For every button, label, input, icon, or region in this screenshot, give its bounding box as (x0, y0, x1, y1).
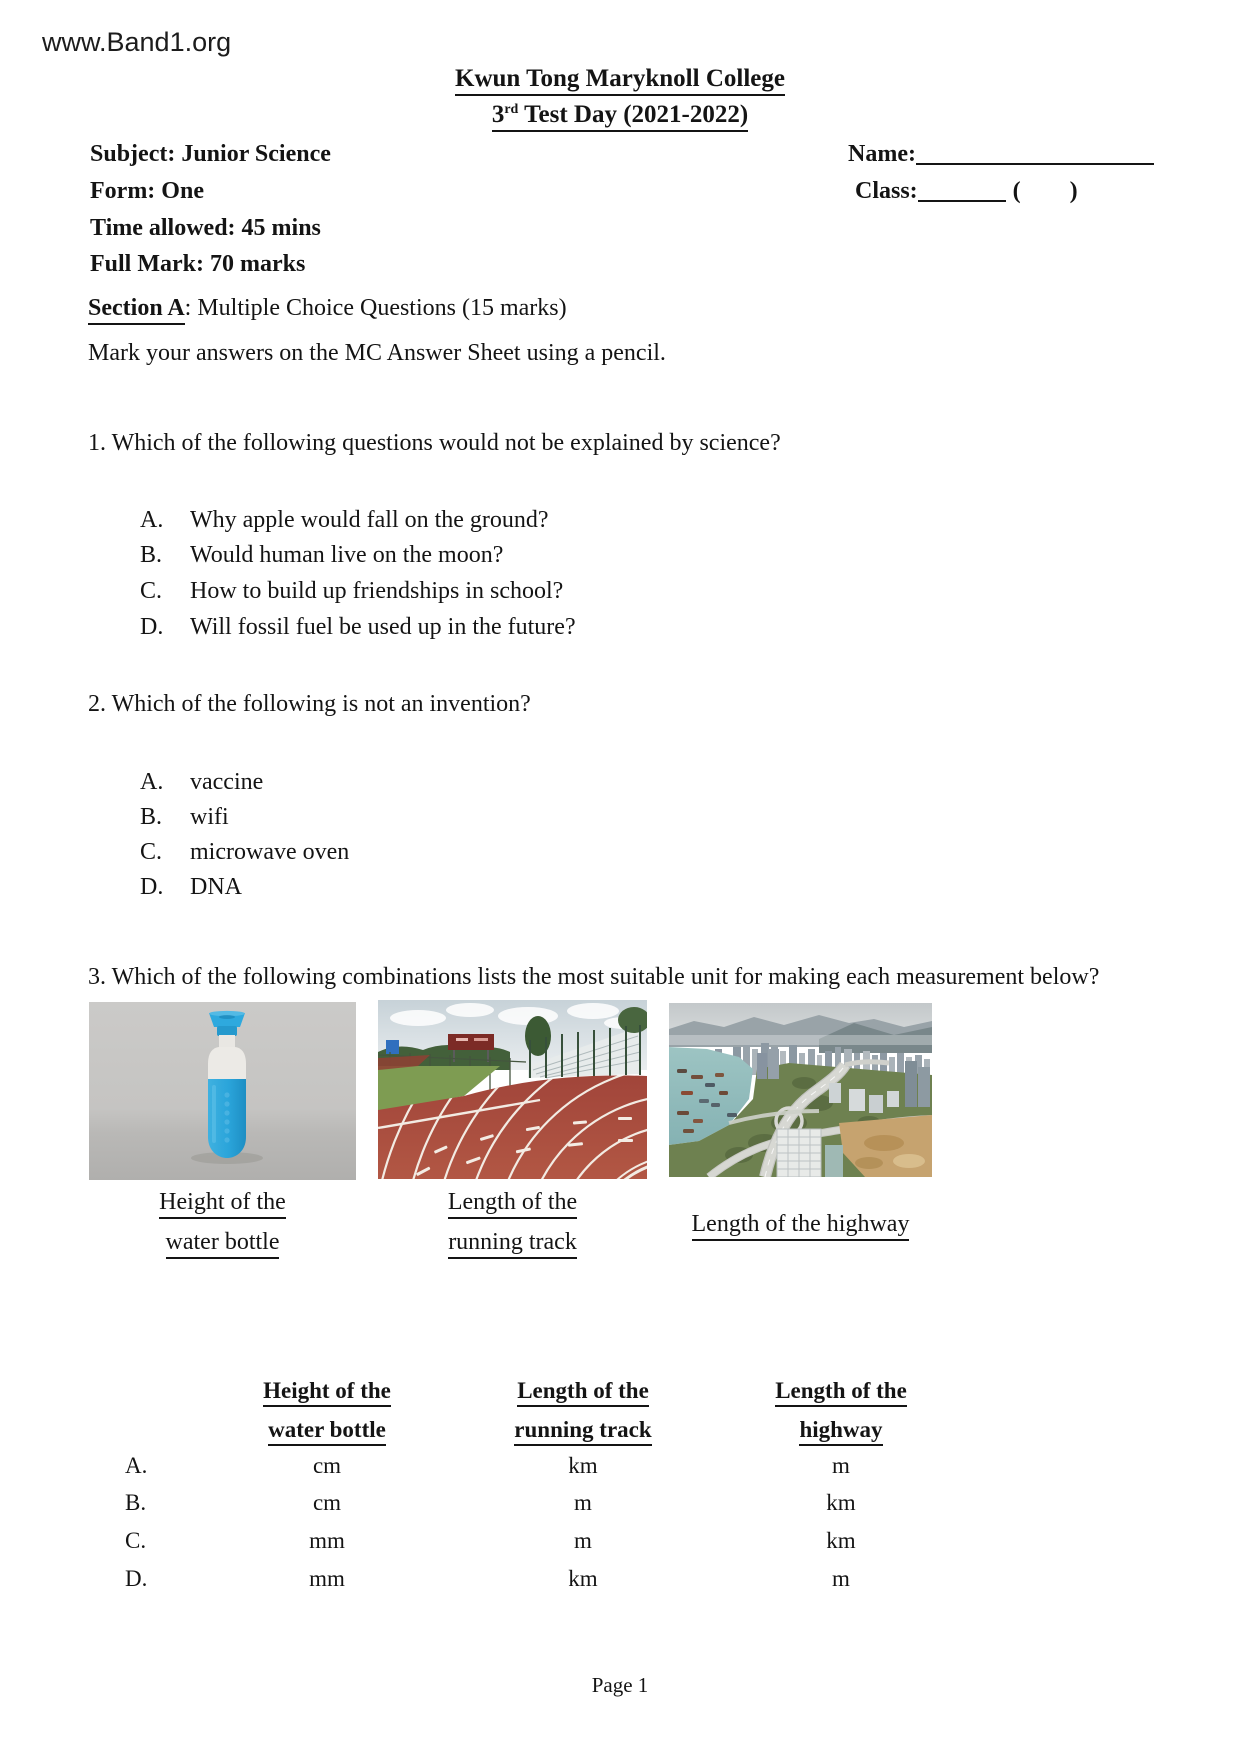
section-a-heading (88, 294, 567, 325)
table-row-letter: B. (125, 1490, 147, 1515)
tall-tree (525, 1016, 551, 1056)
caption-running-track (378, 1188, 647, 1259)
table-cell: m (832, 1453, 850, 1478)
table-cell: m (832, 1566, 850, 1591)
blue-sign (386, 1040, 399, 1054)
name-blank-line (916, 163, 1154, 165)
q2-option-c (140, 838, 349, 866)
ordinal-superscript: rd (504, 102, 519, 117)
q2-option-b (140, 803, 229, 831)
table-cell: m (574, 1528, 592, 1553)
figure-highway (669, 1003, 932, 1177)
table-cell: km (568, 1453, 598, 1478)
table-cell: mm (309, 1566, 345, 1591)
form-line: Form: One (90, 178, 204, 204)
table-cell: km (568, 1566, 598, 1591)
class-field (855, 177, 1078, 205)
caption-line: Length of the (448, 1188, 577, 1219)
option-text: vaccine (190, 769, 264, 795)
q1-option-a (140, 506, 549, 534)
option-letter: A. (140, 769, 164, 795)
option-text: Why apple would fall on the ground? (190, 507, 549, 533)
water-bottle-photo (89, 1002, 356, 1180)
caption-water-bottle (89, 1188, 356, 1259)
school-title (0, 64, 1240, 96)
option-text: microwave oven (190, 839, 350, 865)
figure-running-track (378, 1000, 647, 1179)
table-header-running-track: Length of the running track (483, 1378, 683, 1446)
option-text: How to build up friendships in school? (190, 578, 564, 604)
class-blank-line (918, 200, 1006, 202)
time-allowed-line: Time allowed: 45 mins (90, 215, 321, 241)
question-2-text: 2. Which of the following is not an invention? (88, 691, 531, 717)
table-row-letter: C. (125, 1528, 147, 1553)
class-paren-open: ( (1012, 178, 1021, 204)
q1-option-c (140, 577, 563, 605)
option-text: Would human live on the moon? (190, 542, 504, 568)
q1-option-b (140, 541, 503, 569)
school-title-text: Kwun Tong Maryknoll College (455, 64, 785, 96)
subject-line: Subject: Junior Science (90, 141, 331, 167)
figure-water-bottle (89, 1002, 356, 1180)
table-cell: m (574, 1490, 592, 1515)
haze (669, 1035, 932, 1045)
option-letter: C. (140, 578, 163, 604)
question-1-text: 1. Which of the following questions would not be explained by science? (88, 430, 781, 456)
running-track-photo (378, 1000, 647, 1179)
site-watermark: www.Band1.org (42, 27, 232, 57)
table-row-letter: D. (125, 1566, 148, 1591)
section-a-rest: : Multiple Choice Questions (15 marks) (184, 295, 567, 321)
q2-option-a (140, 768, 263, 796)
option-letter: B. (140, 804, 163, 830)
option-text: DNA (190, 874, 242, 900)
table-row-letter: A. (125, 1453, 148, 1478)
caption-line: Length of the highway (692, 1210, 910, 1241)
highway-photo (669, 1003, 932, 1177)
caption-line: water bottle (166, 1228, 280, 1259)
test-subtitle-text: 3rd Test Day (2021-2022) (492, 100, 748, 132)
option-letter: D. (140, 614, 164, 640)
table-cell: km (826, 1490, 856, 1515)
option-letter: D. (140, 874, 164, 900)
table-header-water-bottle: Height of the water bottle (227, 1378, 427, 1446)
section-a-label: Section A (88, 294, 185, 325)
table-cell: km (826, 1528, 856, 1553)
caption-highway (669, 1210, 932, 1241)
table-header-highway: Length of the highway (741, 1378, 941, 1446)
page-number: Page 1 (591, 1673, 649, 1697)
table-cell: cm (312, 1490, 342, 1515)
test-subtitle (0, 100, 1240, 132)
class-label: Class: (855, 178, 918, 204)
q2-option-d (140, 873, 242, 901)
table-cell: mm (309, 1528, 345, 1553)
section-a-instruction: Mark your answers on the MC Answer Sheet using a pencil. (88, 340, 666, 366)
option-letter: B. (140, 542, 163, 568)
option-letter: C. (140, 839, 163, 865)
class-paren-close: ) (1069, 178, 1078, 204)
caption-line: Height of the (159, 1188, 286, 1219)
caption-line: running track (448, 1228, 577, 1259)
name-field (848, 140, 1154, 168)
option-text: Will fossil fuel be used up in the future? (190, 614, 576, 640)
full-mark-line: Full Mark: 70 marks (90, 251, 306, 277)
option-text: wifi (190, 804, 229, 830)
name-label: Name: (848, 141, 916, 167)
q1-option-d (140, 613, 576, 641)
option-letter: A. (140, 507, 164, 533)
question-3-text: 3. Which of the following combinations lists the most suitable unit for making each measurement below? (88, 964, 1100, 990)
table-cell: cm (312, 1453, 342, 1478)
